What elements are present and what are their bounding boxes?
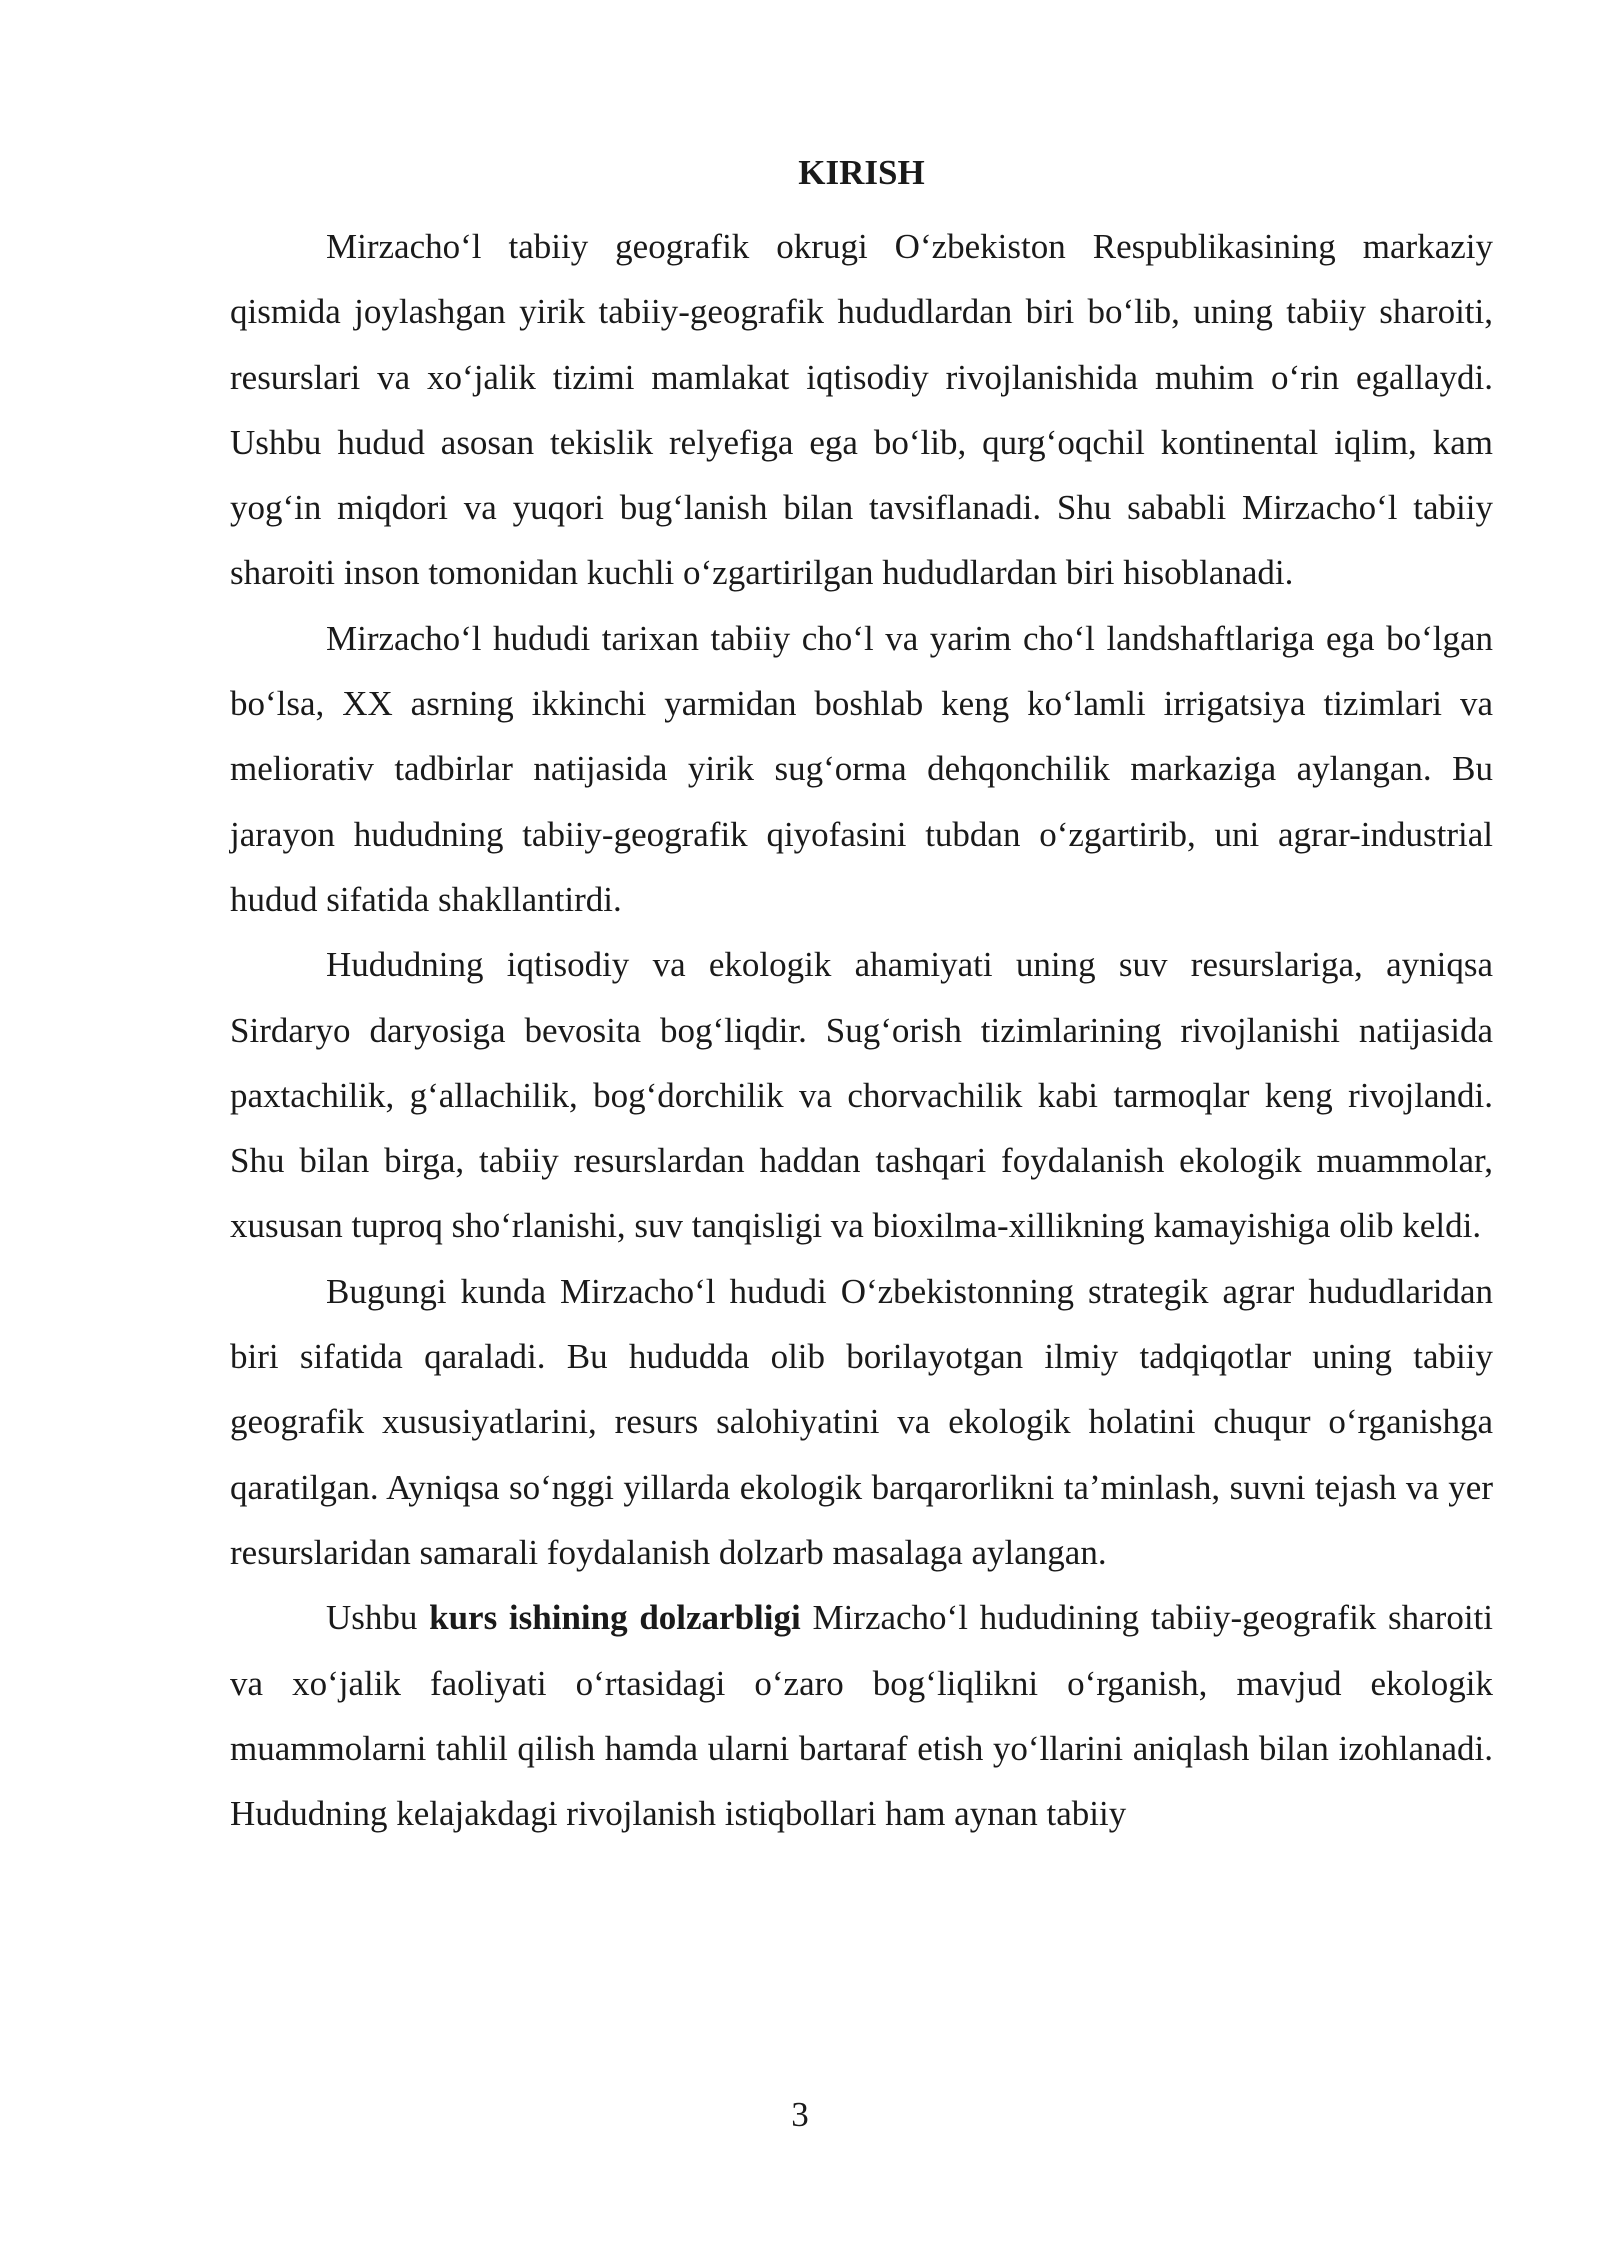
paragraph-3: Hududning iqtisodiy va ekologik ahamiyati uning suv resurslariga, ayniqsa Sirdaryo daryosiga bevosita bogʻliqdir. Sugʻorish tizimlarining rivojlanishi natijasida paxtachilik, gʻallachilik, bogʻdorchilik va chorvachilik kabi tarmoqlar keng rivojlandi. Shu bilan birga, tabiiy resurslardan haddan tashqari foydalanish ekologik muammolar, xususan tuproq shoʻrlanishi, suv tanqisligi va bioxilma-xillikning kamayishiga olib keldi.: [230, 945, 1493, 1246]
page-content: [230, 148, 1493, 1846]
paragraph-1: Mirzachoʻl tabiiy geografik okrugi Oʻzbekiston Respublikasining markaziy qismida joylashgan yirik tabiiy-geografik hududlardan biri boʻlib, uning tabiiy sharoiti, resurslari va xoʻjalik tizimi mamlakat iqtisodiy rivojlanishida muhim oʻrin egallaydi. Ushbu hudud asosan tekislik relyefiga ega boʻlib, qurgʻoqchil kontinental iqlim, kam yogʻin miqdori va yuqori bugʻlanish bilan tavsiflanadi. Shu sababli Mirzachoʻl tabiiy sharoiti inson tomonidan kuchli oʻzgartirilgan hududlardan biri hisoblanadi.: [230, 227, 1493, 593]
page-number: 3: [791, 2095, 809, 2134]
paragraph-2: Mirzachoʻl hududi tarixan tabiiy choʻl va yarim choʻl landshaftlariga ega boʻlgan boʻlsa, XX asrning ikkinchi yarmidan boshlab keng koʻlamli irrigatsiya tizimlari va meliorativ tadbirlar natijasida yirik sugʻorma dehqonchilik markaziga aylangan. Bu jarayon hududning tabiiy-geografik qiyofasini tubdan oʻzgartirib, uni agrar-industrial hudud sifatida shakllantirdi.: [230, 618, 1493, 919]
paragraph-5-bold-term: kurs ishining dolzarbligi: [429, 1598, 801, 1638]
paragraph-5: [230, 1585, 1493, 1846]
section-heading: KIRISH: [798, 153, 925, 192]
paragraph-5-lead: Ushbu: [326, 1598, 430, 1638]
paragraph-5-rest: Mirzachoʻl hududining tabiiy-geografik sharoiti va xoʻjalik faoliyati oʻrtasidagi oʻzaro bogʻliqlikni oʻrganish, mavjud ekologik muammolarni tahlil qilish hamda ularni bartaraf etish yoʻllarini aniqlash bilan izohlanadi. Hududning kelajakdagi rivojlanish istiqbollari ham aynan tabiiy: [230, 1598, 1493, 1834]
paragraph-4: Bugungi kunda Mirzachoʻl hududi Oʻzbekistonning strategik agrar hududlaridan biri sifatida qaraladi. Bu hududda olib borilayotgan ilmiy tadqiqotlar uning tabiiy geografik xususiyatlarini, resurs salohiyatini va ekologik holatini chuqur oʻrganishga qaratilgan. Ayniqsa soʻnggi yillarda ekologik barqarorlikni taʼminlash, suvni tejash va yer resurslaridan samarali foydalanish dolzarb masalaga aylangan.: [230, 1271, 1493, 1572]
